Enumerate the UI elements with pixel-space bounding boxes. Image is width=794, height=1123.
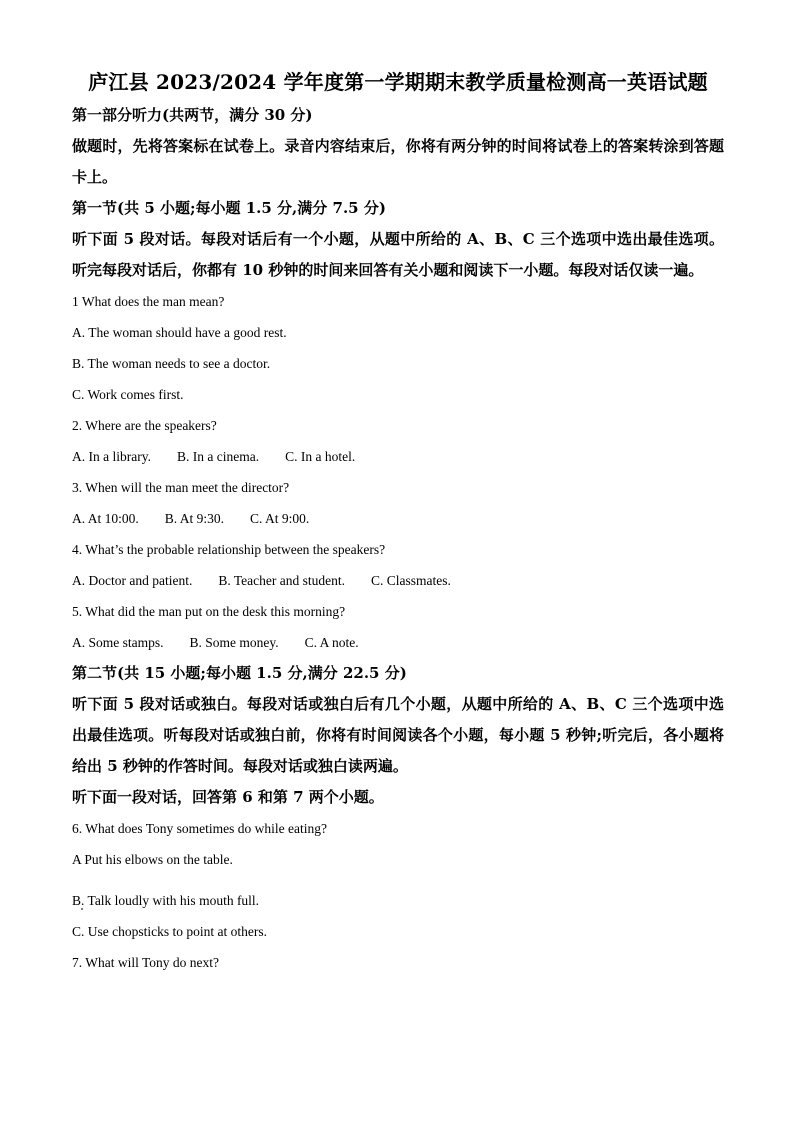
question-1-option-a: A. The woman should have a good rest. xyxy=(72,325,287,340)
question-3-option-b: B. At 9:30. xyxy=(164,511,225,526)
question-4-option-b: B. Teacher and student. xyxy=(218,573,345,588)
question-3-options xyxy=(72,503,724,534)
question-4-option-c: C. Classmates. xyxy=(371,573,451,588)
exam-title: 庐江县 2023/2024 学年度第一学期期末教学质量检测高一英语试题 xyxy=(88,70,708,94)
question-2-option-b: B. In a cinema. xyxy=(176,449,260,464)
question-5-option-a: A. Some stamps. xyxy=(72,635,164,650)
question-2-option-c: C. In a hotel. xyxy=(285,449,356,464)
question-4: 4. What’s the probable relationship between the speakers? xyxy=(72,542,386,557)
question-3: 3. When will the man meet the director? xyxy=(72,480,290,495)
part1-heading: 第一部分听力(共两节，满分 30 分) xyxy=(72,106,313,124)
question-6-option-a: A Put his elbows on the table. xyxy=(72,852,233,867)
question-6-option-c: C. Use chopsticks to point at others. xyxy=(72,924,267,939)
question-4-option-a: A. Doctor and patient. xyxy=(72,573,193,588)
part1-instructions: 做题时，先将答案标在试卷上。录音内容结束后，你将有两分钟的时间将试卷上的答案转涂到答题卡上。 xyxy=(72,137,724,186)
section1-heading: 第一节(共 5 小题;每小题 1.5 分,满分 7.5 分) xyxy=(72,199,386,217)
question-6-option-b: B. Talk loudly with his mouth full. xyxy=(72,893,260,908)
spacer xyxy=(72,875,724,885)
question-5-option-b: B. Some money. xyxy=(189,635,279,650)
question-3-option-a: A. At 10:00. xyxy=(72,511,139,526)
question-6: 6. What does Tony sometimes do while eating? xyxy=(72,821,328,836)
section2-heading: 第二节(共 15 小题;每小题 1.5 分,满分 22.5 分) xyxy=(72,664,407,682)
question-1-option-b: B. The woman needs to see a doctor. xyxy=(72,356,271,371)
question-5-options xyxy=(72,627,724,658)
question-2: 2. Where are the speakers? xyxy=(72,418,217,433)
question-5-option-c: C. A note. xyxy=(304,635,359,650)
exam-page xyxy=(72,66,724,978)
question-3-option-c: C. At 9:00. xyxy=(250,511,310,526)
dialog-intro: 听下面一段对话，回答第 6 和第 7 两个小题。 xyxy=(72,788,384,806)
section2-instructions: 听下面 5 段对话或独白。每段对话或独白后有几个小题，从题中所给的 A、B、C 三个选项中选出最佳选项。听每段对话或独白前，你将有时间阅读各个小题，每小题 5 秒钟;听完后，各小题将给出 5 秒钟的作答时间。每段对话或独白读两遍。 xyxy=(72,695,724,775)
stray-mark xyxy=(81,908,83,910)
question-5: 5. What did the man put on the desk this morning? xyxy=(72,604,346,619)
section1-instructions: 听下面 5 段对话。每段对话后有一个小题，从题中所给的 A、B、C 三个选项中选出最佳选项。听完每段对话后，你都有 10 秒钟的时间来回答有关小题和阅读下一小题。每段对话仅读一遍。 xyxy=(72,230,724,279)
question-7: 7. What will Tony do next? xyxy=(72,955,220,970)
question-2-options xyxy=(72,441,724,472)
question-2-option-a: A. In a library. xyxy=(72,449,151,464)
question-1-option-c: C. Work comes first. xyxy=(72,387,184,402)
question-1: 1 What does the man mean? xyxy=(72,294,225,309)
question-4-options xyxy=(72,565,724,596)
